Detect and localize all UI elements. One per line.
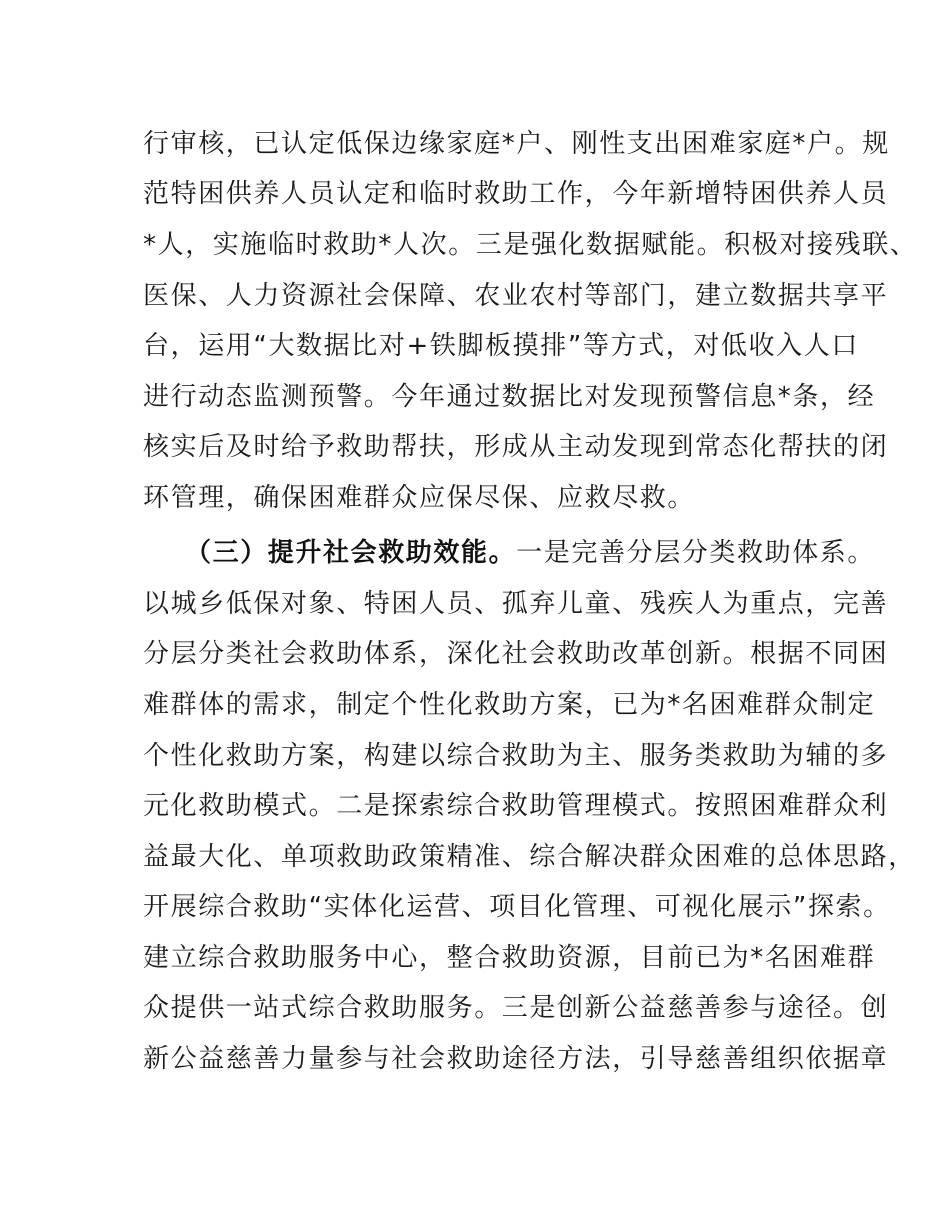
text-line: *人，实施临时救助*人次。三是强化数据赋能。积极对接残联、 <box>143 230 918 260</box>
text-line: 新公益慈善力量参与社会救助途径方法，引导慈善组织依据章 <box>143 1044 889 1074</box>
text-line: 以城乡低保对象、特困人员、孤弃儿童、残疾人为重点，完善 <box>143 589 889 619</box>
text-line: 益最大化、单项救助政策精准、综合解决群众困难的总体思路， <box>143 842 916 872</box>
section-heading: （三）提升社会救助效能。 <box>185 538 517 568</box>
text-line: 难群体的需求，制定个性化救助方案，已为*名困难群众制定 <box>143 690 876 720</box>
text-line: 行审核，已认定低保边缘家庭*户、刚性支出困难家庭*户。规 <box>143 129 890 159</box>
text-line: 众提供一站式综合救助服务。三是创新公益慈善参与途径。创 <box>143 993 889 1023</box>
text-line: 个性化救助方案，构建以综合救助为主、服务类救助为辅的多 <box>143 741 889 771</box>
text-line: 开展综合救助“实体化运营、项目化管理、可视化展示”探索。 <box>143 892 891 922</box>
text-line: 医保、人力资源社会保障、农业农村等部门，建立数据共享平 <box>143 281 889 311</box>
text-line: 核实后及时给予救助帮扶，形成从主动发现到常态化帮扶的闭 <box>143 432 889 462</box>
text-line: 分层分类社会救助体系，深化社会救助改革创新。根据不同困 <box>143 639 889 669</box>
text-line: 元化救助模式。二是探索综合救助管理模式。按照困难群众利 <box>143 791 889 821</box>
text-line: 范特困供养人员认定和临时救助工作，今年新增特困供养人员 <box>143 179 889 209</box>
text-line: 台，运用“大数据比对+铁脚板摸排”等方式，对低收入人口 <box>143 331 859 361</box>
text-span: 一是完善分层分类救助体系。 <box>516 538 876 568</box>
text-line: 进行动态监测预警。今年通过数据比对发现预警信息*条，经 <box>143 382 876 412</box>
paragraph-2-first-line <box>185 536 875 570</box>
text-line: 建立综合救助服务中心，整合救助资源，目前已为*名困难群 <box>143 943 876 973</box>
text-line: 环管理，确保困难群众应保尽保、应救尽救。 <box>143 483 696 513</box>
